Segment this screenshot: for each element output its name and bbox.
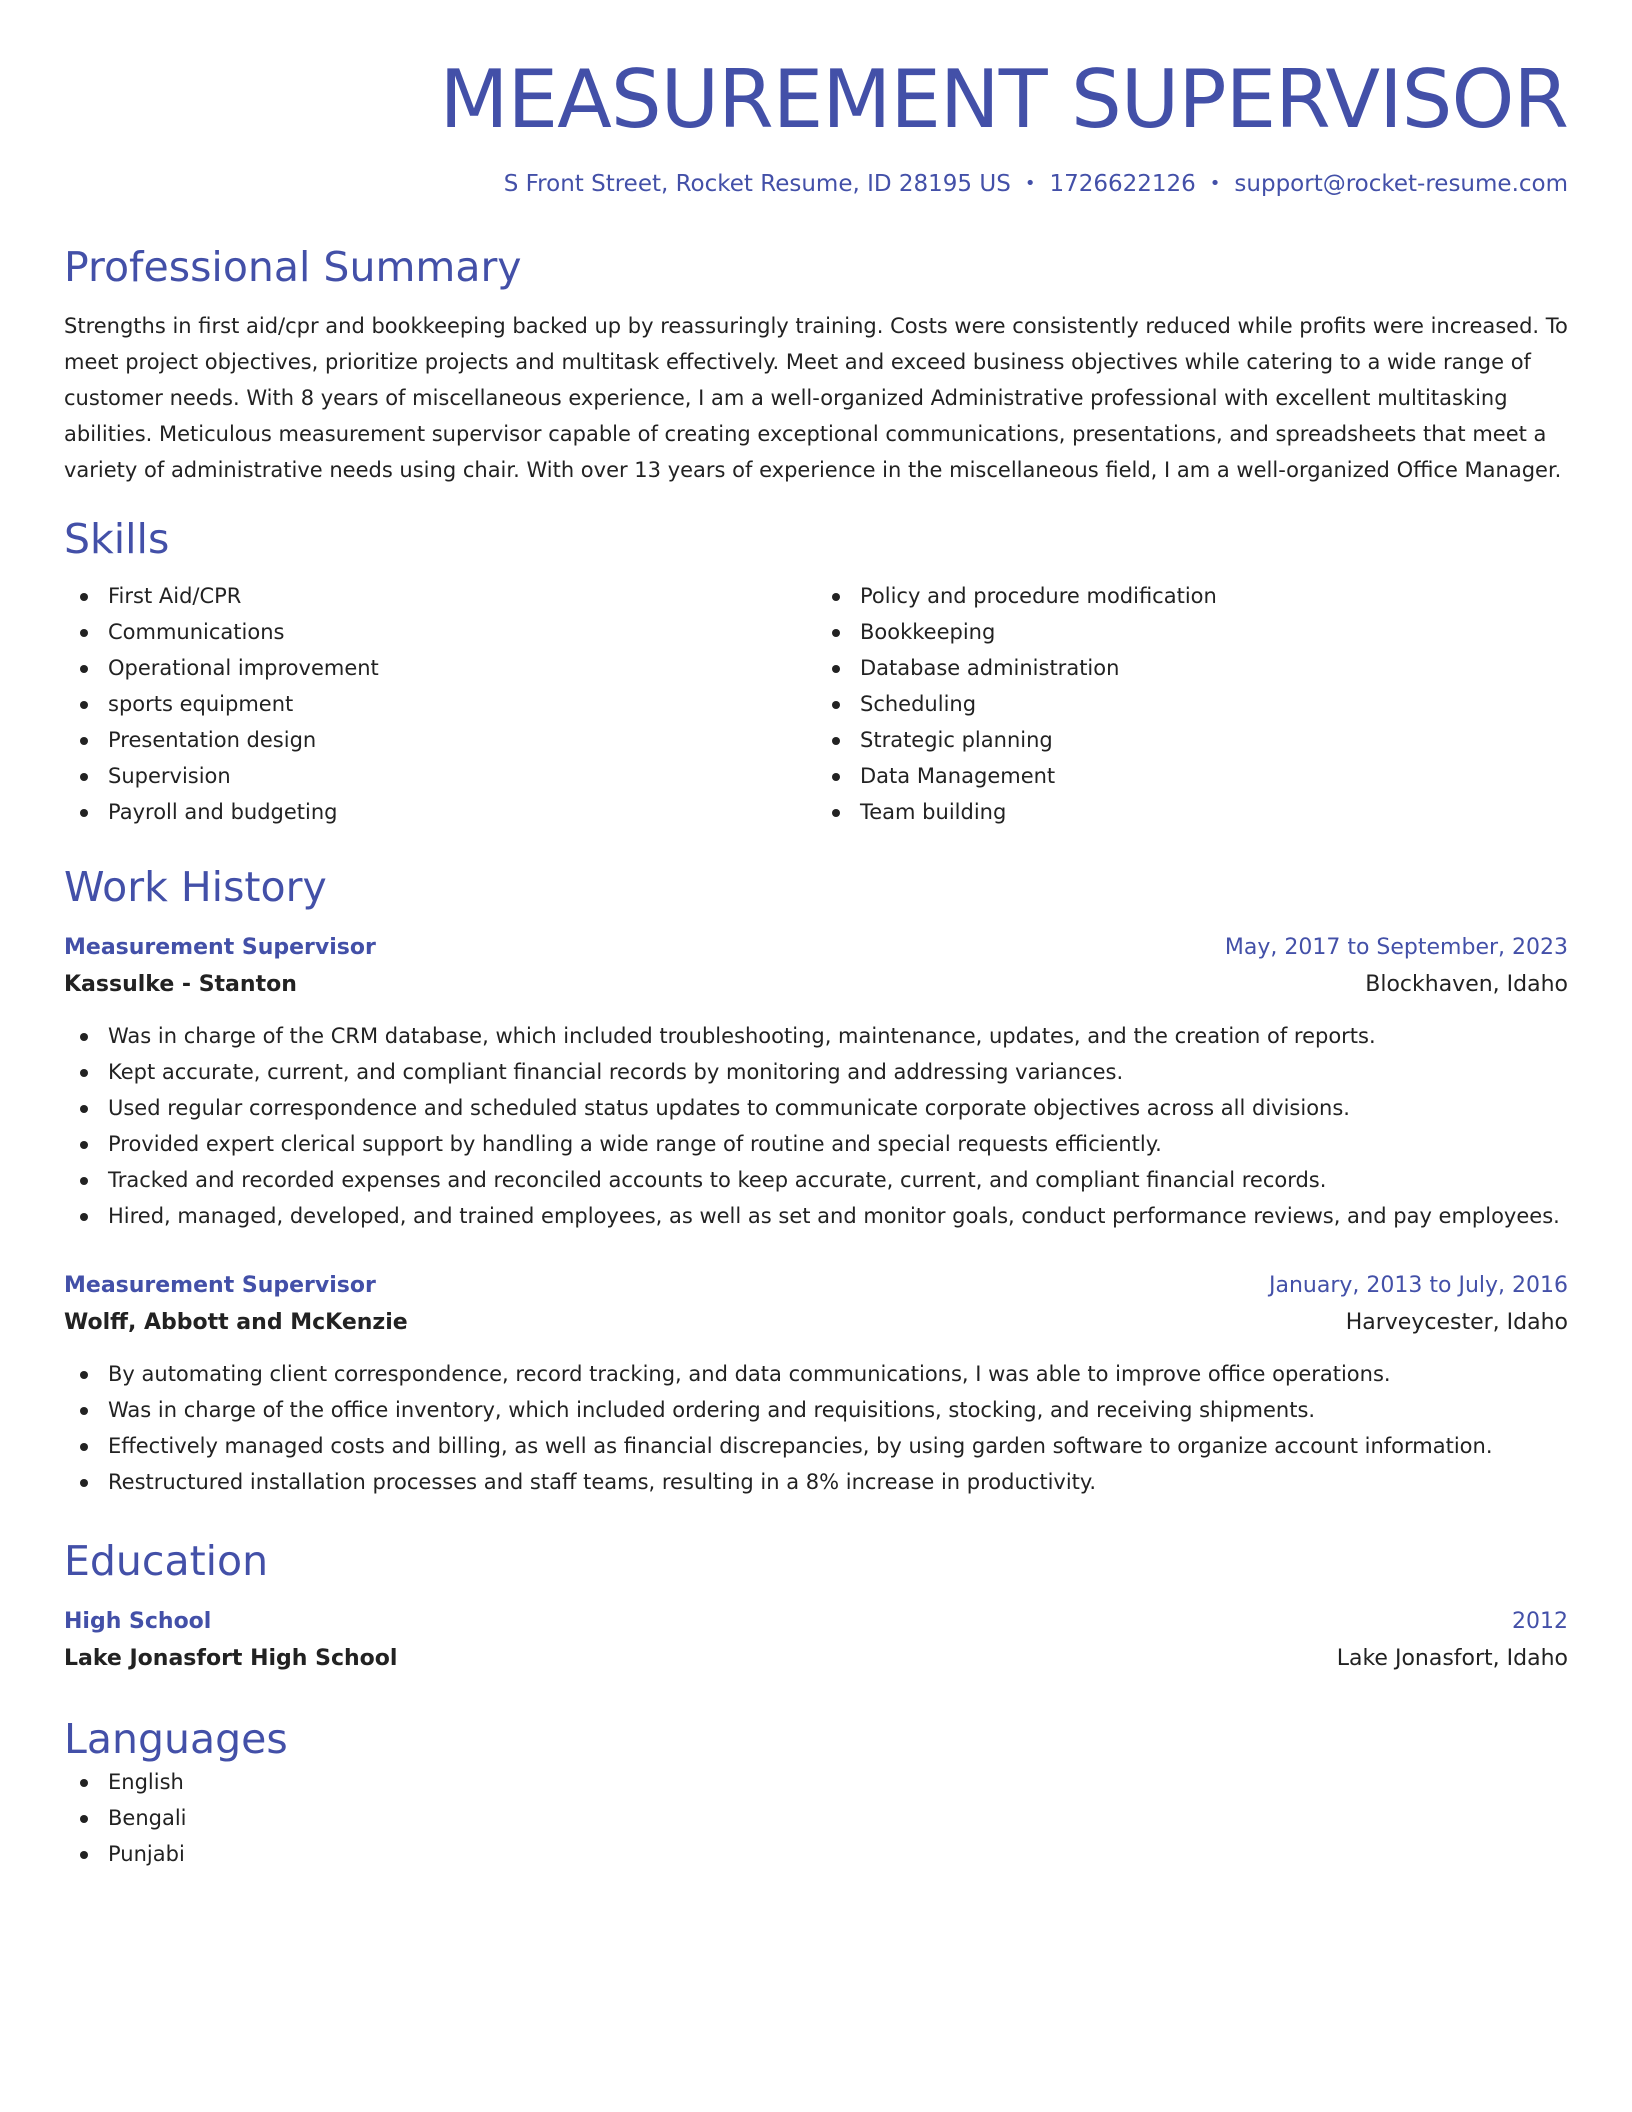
job-company: Wolff, Abbott and McKenzie	[64, 1310, 408, 1335]
job-bullet: Used regular correspondence and scheduled status updates to communicate corporate objectives across all divisions.	[64, 1090, 1568, 1126]
skill-item: Database administration	[816, 650, 1568, 686]
skill-item: Bookkeeping	[816, 614, 1568, 650]
language-item: Bengali	[64, 1800, 1568, 1836]
job-company-row	[64, 1304, 1568, 1342]
skill-item: Data Management	[816, 758, 1568, 794]
work-history-section	[64, 862, 1568, 1500]
job-bullet: Was in charge of the office inventory, which included ordering and requisitions, stocking, and receiving shipments.	[64, 1392, 1568, 1428]
resume-header	[64, 0, 1568, 200]
job-entry	[64, 1268, 1568, 1500]
languages-section	[64, 1714, 1568, 1872]
contact-separator: •	[1024, 173, 1036, 194]
skill-item: Communications	[64, 614, 816, 650]
skill-item: Supervision	[64, 758, 816, 794]
languages-list	[64, 1764, 1568, 1872]
job-entry	[64, 930, 1568, 1234]
job-company-row	[64, 966, 1568, 1004]
job-bullet: Restructured installation processes and staff teams, resulting in a 8% increase in productivity.	[64, 1464, 1568, 1500]
skill-item: Operational improvement	[64, 650, 816, 686]
job-title: Measurement Supervisor	[64, 1273, 376, 1298]
languages-heading: Languages	[64, 1715, 288, 1763]
skills-heading: Skills	[64, 515, 170, 563]
skill-item: Scheduling	[816, 686, 1568, 722]
job-dates: January, 2013 to July, 2016	[1269, 1273, 1568, 1298]
education-heading: Education	[64, 1537, 269, 1585]
skill-item: Policy and procedure modification	[816, 578, 1568, 614]
education-degree-row	[64, 1604, 1568, 1640]
job-bullet: Hired, managed, developed, and trained employees, as well as set and monitor goals, conduct performance reviews, and pay employees.	[64, 1198, 1568, 1234]
skill-item: Strategic planning	[816, 722, 1568, 758]
education-location: Lake Jonasfort, Idaho	[1336, 1646, 1568, 1671]
work-history-heading: Work History	[64, 863, 327, 911]
job-title-row	[64, 930, 1568, 966]
skills-section	[64, 514, 1568, 830]
skills-left-list	[64, 578, 816, 830]
job-bullet: Effectively managed costs and billing, as well as financial discrepancies, by using garden software to organize account information.	[64, 1428, 1568, 1464]
education-year: 2012	[1512, 1609, 1568, 1634]
education-degree: High School	[64, 1609, 212, 1634]
job-company: Kassulke - Stanton	[64, 972, 297, 997]
contact-address: S Front Street, Rocket Resume, ID 28195 US	[503, 171, 1011, 197]
education-school-row	[64, 1640, 1568, 1678]
education-school: Lake Jonasfort High School	[64, 1646, 398, 1671]
summary-heading: Professional Summary	[64, 243, 522, 291]
job-bullet: Tracked and recorded expenses and reconciled accounts to keep accurate, current, and compliant financial records.	[64, 1162, 1568, 1198]
job-title: Measurement Supervisor	[64, 935, 376, 960]
job-bullet: Kept accurate, current, and compliant financial records by monitoring and addressing variances.	[64, 1054, 1568, 1090]
summary-text: Strengths in first aid/cpr and bookkeeping backed up by reassuringly training. Costs were consistently reduced while profits were increased. To meet project objectives, prioritize projects and multitask effectively. Meet and exceed business objectives while catering to a wide range of customer needs. With 8 years of miscellaneous experience, I am a well-organized Administrative professional with excellent multitasking abilities. Meticulous measurement supervisor capable of creating exceptional communications, presentations, and spreadsheets that meet a variety of administrative needs using chair. With over 13 years of experience in the miscellaneous field, I am a well-organized Office Manager.	[64, 314, 1568, 482]
job-title-row	[64, 1268, 1568, 1304]
contact-email: support@rocket-resume.com	[1234, 171, 1568, 197]
contact-line	[64, 168, 1568, 200]
job-bullets	[64, 1356, 1568, 1500]
job-bullet: Provided expert clerical support by handling a wide range of routine and special requests efficiently.	[64, 1126, 1568, 1162]
job-bullet: Was in charge of the CRM database, which included troubleshooting, maintenance, updates, and the creation of reports.	[64, 1018, 1568, 1054]
skill-item: sports equipment	[64, 686, 816, 722]
job-dates: May, 2017 to September, 2023	[1224, 935, 1568, 960]
job-bullets	[64, 1018, 1568, 1234]
education-section	[64, 1536, 1568, 1678]
skill-item: Team building	[816, 794, 1568, 830]
summary-section	[64, 242, 1568, 488]
skill-item: Presentation design	[64, 722, 816, 758]
language-item: Punjabi	[64, 1836, 1568, 1872]
skill-item: First Aid/CPR	[64, 578, 816, 614]
skills-columns	[64, 578, 1568, 830]
contact-separator: •	[1209, 173, 1221, 194]
skill-item: Payroll and budgeting	[64, 794, 816, 830]
candidate-name: MEASUREMENT SUPERVISOR	[439, 53, 1568, 146]
job-bullet: By automating client correspondence, record tracking, and data communications, I was able to improve office operations.	[64, 1356, 1568, 1392]
education-entry	[64, 1604, 1568, 1678]
skills-right-list	[816, 578, 1568, 830]
contact-phone: 1726622126	[1049, 171, 1196, 197]
language-item: English	[64, 1764, 1568, 1800]
job-location: Harveycester, Idaho	[1345, 1310, 1568, 1335]
job-location: Blockhaven, Idaho	[1365, 972, 1568, 997]
